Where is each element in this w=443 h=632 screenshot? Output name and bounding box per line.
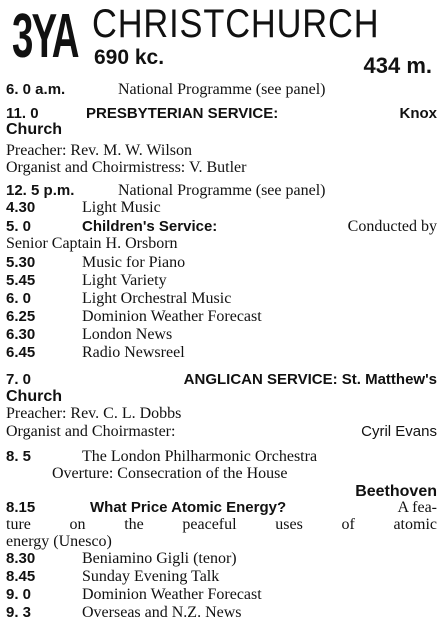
entry-time: 6.45 [6,344,36,361]
entry-text: Overseas and N.Z. News [82,604,242,621]
entry-time: 8. 5 [6,448,32,465]
entry-text: National Programme (see panel) [118,182,326,199]
entry-time: 6. 0 [6,290,32,307]
entry-text: The London Philharmonic Orchestra [82,448,318,465]
entry-time: 8.45 [6,568,36,585]
entry-detail: Senior Captain H. Orsborn [6,235,178,252]
entry-time: 11. 0 [6,105,39,122]
entry-text: Sunday Evening Talk [82,568,220,585]
entry-time: 6.25 [6,308,36,325]
entry-time: 5. 0 [6,218,32,235]
entry-text: Dominion Weather Forecast [82,308,262,325]
entry-time: 12. 5 p.m. [6,182,75,199]
entry-detail: Preacher: Rev. M. W. Wilson [6,142,192,159]
entry-text: Beniamino Gigli (tenor) [82,550,237,567]
entry-title-continued: Church [6,121,62,138]
entry-text: Light Variety [82,272,167,289]
entry-text: Light Music [82,199,161,216]
entry-title: What Price Atomic Energy? A fea- [90,499,437,516]
entry-detail: Organist and Choirmaster: Cyril Evans [6,423,437,440]
entry-text: Light Orchestral Music [82,290,232,307]
choirmaster-name: Cyril Evans [361,423,437,440]
wavelength: 434 m. [363,53,432,78]
station-city: CHRISTCHURCH [92,2,380,46]
entry-time: 5.30 [6,254,36,271]
entry-time: 6.30 [6,326,36,343]
entry-detail: energy (Unesco) [6,533,112,550]
entry-time: 5.45 [6,272,36,289]
entry-text: Dominion Weather Forecast [82,586,262,603]
entry-detail: Overture: Consecration of the House [52,465,288,482]
entry-title-continued: Church [6,388,62,405]
entry-time: 6. 0 a.m. [6,81,66,98]
entry-title: ANGLICAN SERVICE: St. Matthew's [183,371,437,388]
entry-text: National Programme (see panel) [118,81,326,98]
station-header [8,2,438,78]
composer: Beethoven [355,483,437,500]
entry-time: 7. 0 [6,371,32,388]
entry-detail: Organist and Choirmistress: V. Butler [6,159,247,176]
entry-title: Children's Service: Conducted by [82,218,437,235]
entry-text: Radio Newsreel [82,344,185,361]
entry-time: 9. 3 [6,604,32,621]
entry-time: 9. 0 [6,586,32,603]
entry-detail: ture on the peaceful uses of atomic [6,516,437,533]
entry-text: Music for Piano [82,254,186,271]
entry-detail: Preacher: Rev. C. L. Dobbs [6,405,182,422]
entry-time: 8.15 [6,499,36,516]
frequency: 690 kc. [94,46,165,69]
entry-title: PRESBYTERIAN SERVICE: Knox [86,105,437,122]
entry-text: London News [82,326,173,343]
entry-time: 4.30 [6,199,36,216]
call-sign: 3YA [12,2,78,71]
entry-time: 8.30 [6,550,36,567]
